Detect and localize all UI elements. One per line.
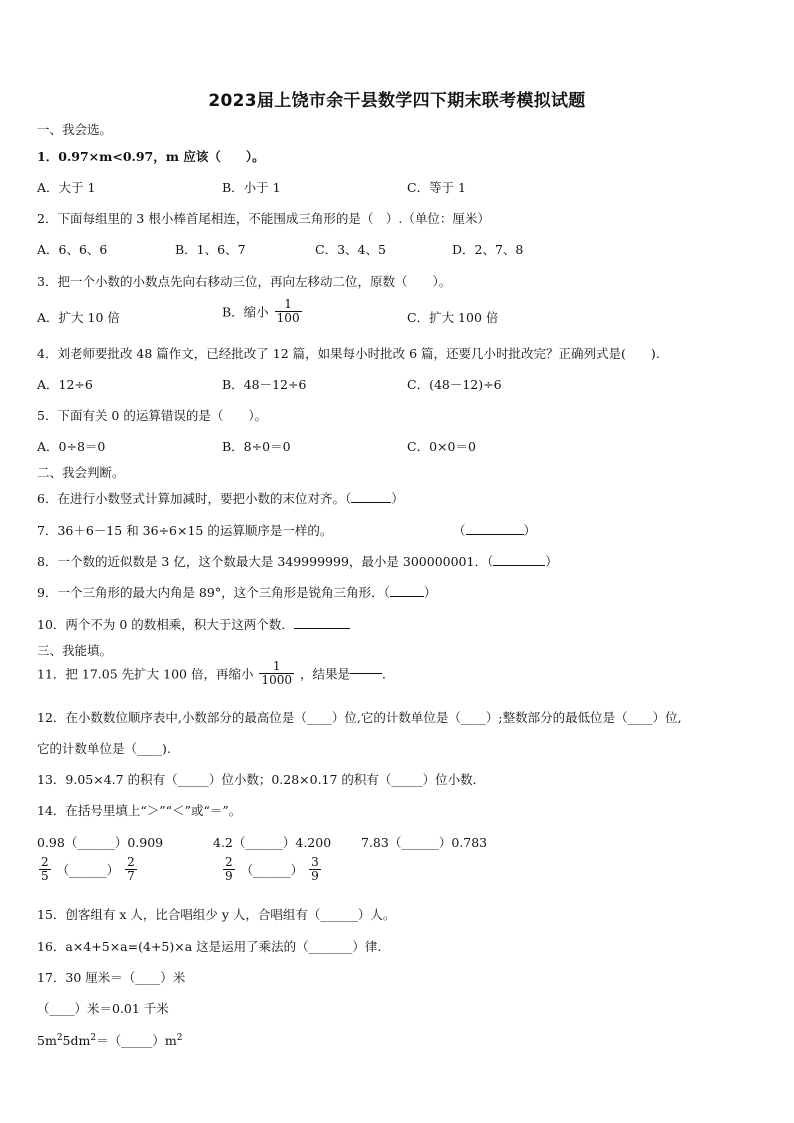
section-heading-2: 二、我会判断。 [37,465,125,480]
question-7 [37,521,757,539]
option-a: A．大于 1 [37,180,96,195]
option-c: C．0×0＝0 [407,439,476,454]
paren-close: ） [391,491,404,506]
answer-blank[interactable] [466,534,524,535]
numerator: 2 [225,855,233,869]
section-heading-1: 一、我会选。 [37,122,113,137]
denominator: 1000 [261,673,292,688]
fraction [125,856,137,883]
numerator: 1 [272,659,281,673]
option-b: B．1、6、7 [175,242,246,257]
question-6 [37,489,404,507]
compare-item-1: 0.98（______）0.909 [37,835,164,850]
answer-blank[interactable] [493,565,545,566]
fraction [259,660,294,687]
question-1: 1．0.97×m<0.97，m 应该（ ）。 [37,149,265,164]
question-10 [37,615,350,633]
paren-close: ） [423,585,437,600]
question-17-line-1: 17．30 厘米＝（____）米 [37,970,186,985]
option-a: A．6、6、6 [37,242,108,257]
compare-item-5 [221,856,323,883]
answer-blank[interactable] [294,628,350,629]
option-c: C．等于 1 [407,180,466,195]
option-b: B．8÷0＝0 [222,439,291,454]
question-text: 10．两个不为 0 的数相乘，积大于这两个数． [37,617,294,632]
denominator: 100 [276,311,300,326]
question-12-line-1: 12．在小数数位顺序表中,小数部分的最高位是（____）位,它的计数单位是（____）;整数部分的最低位是（____）位, [37,710,682,725]
compare-item-3: 7.83（______）0.783 [361,835,488,850]
superscript: 2 [176,1032,183,1043]
question-text: 8．一个数的近似数是 3 亿，这个数最大是 349999999，最小是 300000001．（ [37,554,494,569]
answer-blank[interactable] [350,673,382,674]
denominator: 9 [311,869,319,884]
fraction [275,298,302,325]
question-12-line-2: 它的计数单位是（____). [37,741,171,756]
question-17-line-3 [37,1031,182,1049]
page-title: 2023届上饶市余干县数学四下期末联考模拟试题 [208,91,586,111]
option-a: A．0÷8＝0 [37,439,106,454]
compare-blank[interactable]: （______） [240,862,304,878]
paren-open: （ [453,523,466,538]
option-d: D．2、7、8 [452,242,524,257]
option-c: C．扩大 100 倍 [407,310,499,325]
question-17-line-2: （____）米＝0.01 千米 [37,1001,169,1016]
question-11 [37,660,395,700]
superscript: 2 [90,1032,97,1043]
answer-slot [453,521,536,539]
answer-blank[interactable] [390,596,424,597]
compare-item-4 [37,856,139,883]
question-4: 4．刘老师要批改 48 篇作文，已经批改了 12 篇，如果每小时批改 6 篇，还要几小时批改完？正确列式是( ). [37,346,660,361]
option-c: C．(48－12)÷6 [407,377,502,392]
option-b-label: B．缩小 [222,304,269,320]
denominator: 5 [41,869,49,884]
question-8 [37,552,558,570]
unit-text: 5m [37,1033,57,1048]
question-2: 2．下面每组里的 3 根小棒首尾相连，不能围成三角形的是（ ）.（单位：厘米） [37,211,490,226]
fraction [39,856,51,883]
question-5: 5．下面有关 0 的运算错误的是（ ）。 [37,408,268,423]
paren-close: ） [545,554,558,569]
numerator: 2 [41,855,49,869]
question-15: 15．创客组有 x 人，比合唱组少 y 人，合唱组有（______）人。 [37,907,396,922]
option-a: A．扩大 10 倍 [37,310,120,325]
question-16: 16．a×4+5×a=(4+5)×a 这是运用了乘法的（_______）律. [37,939,382,954]
unit-text: 5dm [62,1033,91,1048]
period: ． [381,666,395,682]
option-a: A．12÷6 [37,377,93,392]
option-b: B．48－12÷6 [222,377,307,392]
question-text-cont: ，结果是 [299,666,350,682]
question-9 [37,583,436,601]
question-text: 7．36＋6－15 和 36÷6×15 的运算顺序是一样的。 [37,523,333,538]
option-b: B．小于 1 [222,180,281,195]
fraction [223,856,235,883]
paren-close: ） [523,523,537,538]
unit-text: ＝（_____）m [96,1033,177,1048]
fraction [309,856,321,883]
option-b [222,298,304,325]
section-heading-3: 三、我能填。 [37,643,113,658]
question-text: 11．把 17.05 先扩大 100 倍，再缩小 [37,666,254,682]
question-14: 14．在括号里填上“＞”“＜”或“＝”。 [37,803,242,818]
option-c: C．3、4、5 [315,242,386,257]
denominator: 7 [127,869,135,884]
answer-blank[interactable] [351,502,391,503]
question-13: 13．9.05×4.7 的积有（_____）位小数；0.28×0.17 的积有（_____）位小数． [37,772,486,787]
superscript: 2 [56,1032,63,1043]
compare-item-2: 4.2（______）4.200 [213,835,332,850]
question-text: 6．在进行小数竖式计算加减时，要把小数的末位对齐。（ [37,491,352,506]
denominator: 9 [225,869,233,884]
question-text: 9．一个三角形的最大内角是 89°，这个三角形是锐角三角形．（ [37,585,390,600]
compare-blank[interactable]: （______） [56,862,120,878]
numerator: 1 [284,297,292,311]
numerator: 3 [311,855,319,869]
numerator: 2 [127,855,135,869]
question-3: 3．把一个小数的小数点先向右移动三位，再向左移动二位，原数（ ）。 [37,274,452,289]
